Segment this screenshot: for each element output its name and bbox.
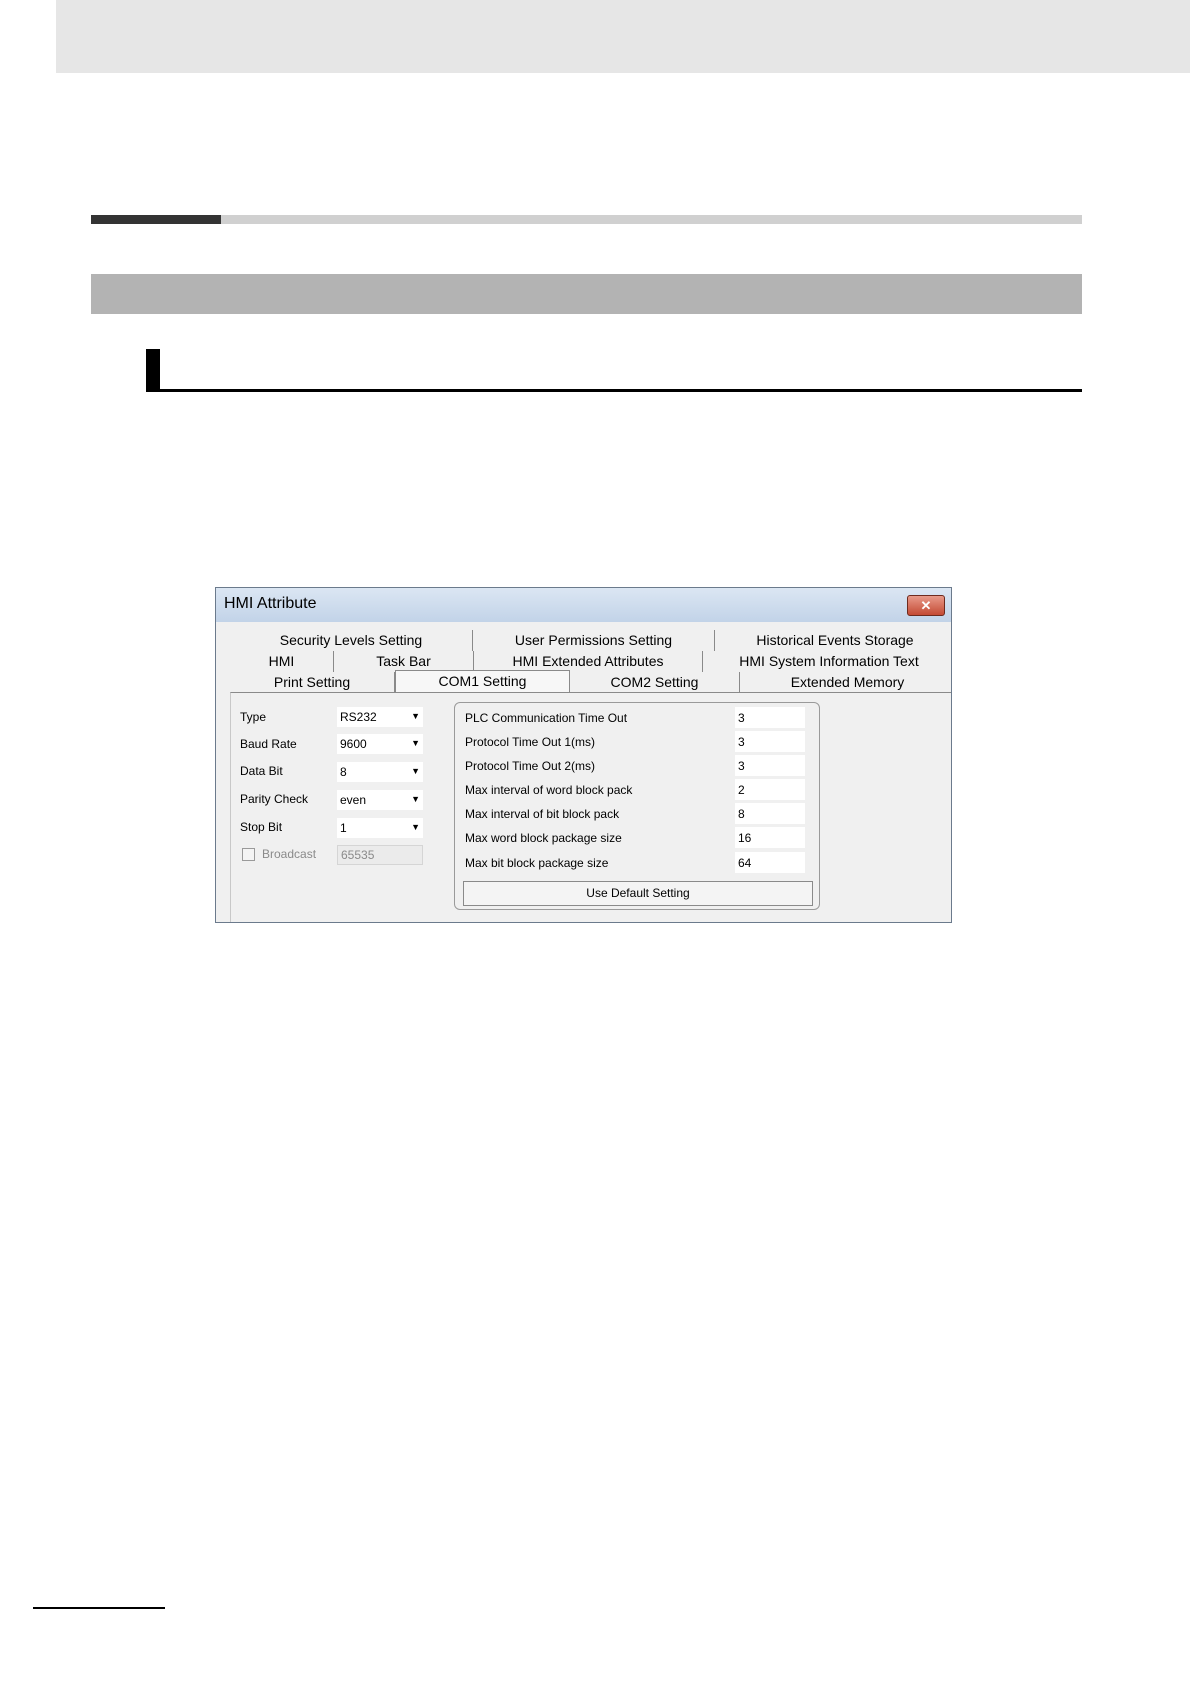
chevron-down-icon: ▼ bbox=[411, 822, 420, 832]
chevron-down-icon: ▼ bbox=[411, 738, 420, 748]
bit-block-size-field[interactable] bbox=[735, 852, 805, 873]
tab-historical-events-storage[interactable]: Historical Events Storage bbox=[715, 630, 952, 651]
parity-check-select[interactable] bbox=[337, 790, 423, 810]
bit-block-interval-field[interactable] bbox=[735, 803, 805, 824]
tab-hmi-extended-attributes[interactable]: HMI Extended Attributes bbox=[474, 651, 703, 672]
section-heading-bar bbox=[91, 274, 1082, 314]
tab-hmi[interactable]: HMI bbox=[230, 651, 334, 672]
broadcast-value: 65535 bbox=[341, 848, 375, 862]
chevron-down-icon: ▼ bbox=[411, 711, 420, 721]
param-value: 3 bbox=[738, 711, 745, 725]
type-value: RS232 bbox=[340, 710, 377, 724]
param-value: 2 bbox=[738, 783, 745, 797]
tab-print-setting[interactable]: Print Setting bbox=[230, 672, 395, 693]
use-default-setting-button[interactable]: Use Default Setting bbox=[463, 881, 813, 906]
tab-hmi-system-information-text[interactable]: HMI System Information Text bbox=[703, 651, 952, 672]
type-label: Type bbox=[240, 710, 267, 724]
param-value: 64 bbox=[738, 856, 752, 870]
param-label: Protocol Time Out 2(ms) bbox=[465, 759, 596, 773]
param-label: Max interval of bit block pack bbox=[465, 807, 620, 821]
baud-rate-value: 9600 bbox=[340, 737, 367, 751]
broadcast-label: Broadcast bbox=[262, 847, 317, 861]
data-bit-value: 8 bbox=[340, 765, 347, 779]
dialog-titlebar bbox=[216, 588, 951, 622]
protocol-parameters-group bbox=[454, 702, 820, 910]
tab-security-levels-setting[interactable]: Security Levels Setting bbox=[230, 630, 473, 651]
chapter-rule bbox=[221, 215, 1082, 224]
tab-user-permissions-setting[interactable]: User Permissions Setting bbox=[473, 630, 715, 651]
close-icon: ✕ bbox=[920, 598, 932, 613]
footer-rule bbox=[33, 1607, 165, 1609]
page-header-band bbox=[56, 0, 1190, 73]
tab-extended-memory[interactable]: Extended Memory bbox=[740, 672, 952, 693]
broadcast-input bbox=[337, 845, 423, 865]
protocol-timeout-2-field[interactable] bbox=[735, 755, 805, 776]
broadcast-checkbox[interactable] bbox=[242, 848, 255, 861]
param-value: 3 bbox=[738, 735, 745, 749]
protocol-timeout-1-field[interactable] bbox=[735, 731, 805, 752]
data-bit-label: Data Bit bbox=[240, 764, 283, 778]
tab-com2-setting[interactable]: COM2 Setting bbox=[570, 672, 740, 693]
stop-bit-value: 1 bbox=[340, 821, 347, 835]
word-block-interval-field[interactable] bbox=[735, 779, 805, 800]
stop-bit-label: Stop Bit bbox=[240, 820, 283, 834]
chevron-down-icon: ▼ bbox=[411, 794, 420, 804]
param-value: 8 bbox=[738, 807, 745, 821]
plc-timeout-field[interactable] bbox=[735, 707, 805, 728]
stop-bit-select[interactable] bbox=[337, 818, 423, 838]
chapter-rule-accent bbox=[91, 215, 221, 224]
type-select[interactable] bbox=[337, 707, 423, 727]
word-block-size-field[interactable] bbox=[735, 827, 805, 848]
param-label: Max interval of word block pack bbox=[465, 783, 633, 797]
dialog-title: HMI Attribute bbox=[224, 595, 317, 612]
param-label: Max bit block package size bbox=[465, 856, 609, 870]
parity-check-value: even bbox=[340, 793, 367, 807]
tab-com1-setting[interactable]: COM1 Setting bbox=[395, 670, 570, 693]
data-bit-select[interactable] bbox=[337, 762, 423, 782]
param-value: 3 bbox=[738, 759, 745, 773]
subsection-rule bbox=[146, 389, 1082, 392]
subsection-marker bbox=[146, 349, 160, 391]
tab-task-bar[interactable]: Task Bar bbox=[334, 651, 474, 672]
baud-rate-label: Baud Rate bbox=[240, 737, 297, 751]
param-label: Protocol Time Out 1(ms) bbox=[465, 735, 596, 749]
chevron-down-icon: ▼ bbox=[411, 766, 420, 776]
baud-rate-select[interactable] bbox=[337, 734, 423, 754]
param-value: 16 bbox=[738, 831, 752, 845]
param-label: Max word block package size bbox=[465, 831, 622, 845]
close-button[interactable] bbox=[907, 595, 945, 616]
hmi-attribute-dialog bbox=[215, 587, 952, 923]
param-label: PLC Communication Time Out bbox=[465, 711, 628, 725]
parity-check-label: Parity Check bbox=[240, 792, 309, 806]
